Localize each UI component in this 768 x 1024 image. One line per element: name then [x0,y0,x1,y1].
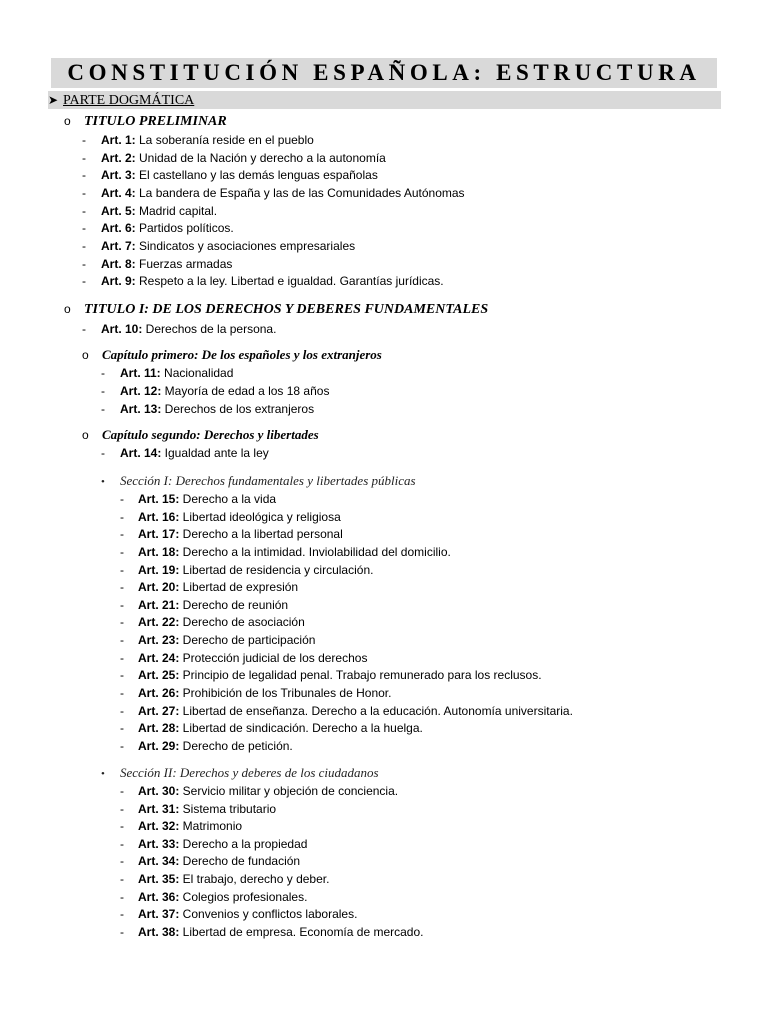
article-item [120,613,305,631]
dash-bullet: - [101,384,105,398]
bullet-circle-icon: o [82,348,89,362]
article-item [82,166,378,184]
article-number: Art. 31: [138,802,180,816]
article-number: Art. 37: [138,907,180,921]
article-item [101,444,269,462]
article-number: Art. 11: [120,366,161,380]
heading-label: Capítulo primero: De los españoles y los extranjeros [102,347,382,362]
article-number: Art. 9: [101,274,136,288]
dash-bullet: - [120,854,124,868]
article-item [82,320,276,338]
article-item [120,702,573,720]
article-number: Art. 1: [101,133,136,147]
article-item [120,490,276,508]
dash-bullet: - [120,563,124,577]
dash-bullet: - [120,668,124,682]
article-text: Libertad de expresión [179,580,299,594]
heading-label: Sección II: Derechos y deberes de los ciudadanos [120,765,379,780]
article-text: Libertad de residencia y circulación. [179,563,374,577]
article-item [82,131,314,149]
chapter-heading [82,346,382,364]
article-text: Derecho de participación [179,633,316,647]
article-number: Art. 14: [120,446,162,460]
article-number: Art. 35: [138,872,180,886]
article-text: Principio de legalidad penal. Trabajo remunerado para los reclusos. [179,668,542,682]
article-text: Derecho a la propiedad [179,837,308,851]
article-number: Art. 26: [138,686,180,700]
dash-bullet: - [82,133,86,147]
article-text: Convenios y conflictos laborales. [179,907,358,921]
heading-label: TITULO I: DE LOS DERECHOS Y DEBERES FUNDAMENTALES [84,302,489,317]
dash-bullet: - [120,686,124,700]
article-item [82,272,444,290]
article-number: Art. 15: [138,492,180,506]
article-number: Art. 24: [138,651,180,665]
article-text: Sindicatos y asociaciones empresariales [135,239,356,253]
dash-bullet: - [82,186,86,200]
article-number: Art. 5: [101,204,136,218]
article-text: Igualdad ante la ley [161,446,269,460]
heading-label: Capítulo segundo: Derechos y libertades [102,427,319,442]
article-text: Respeto a la ley. Libertad e igualdad. Garantías jurídicas. [135,274,444,288]
article-item [120,782,398,800]
article-text: La bandera de España y las de las Comunidades Autónomas [135,186,465,200]
article-item [120,543,451,561]
article-item [120,508,341,526]
dash-bullet: - [120,651,124,665]
article-item [120,923,423,941]
section-heading [101,472,416,490]
article-item [82,184,465,202]
dash-bullet: - [82,274,86,288]
article-text: Unidad de la Nación y derecho a la autonomía [135,151,386,165]
article-item [120,905,357,923]
article-item [120,525,343,543]
title-heading [64,300,488,318]
article-text: Prohibición de los Tribunales de Honor. [179,686,392,700]
dash-bullet: - [120,615,124,629]
dash-bullet: - [120,545,124,559]
article-text: Mayoría de edad a los 18 años [161,384,330,398]
dash-bullet: - [120,704,124,718]
dash-bullet: - [120,492,124,506]
article-item [120,561,373,579]
article-number: Art. 4: [101,186,136,200]
article-text: El castellano y las demás lenguas españolas [135,168,378,182]
article-number: Art. 28: [138,721,180,735]
dash-bullet: - [120,784,124,798]
article-text: Derecho de reunión [179,598,289,612]
article-number: Art. 16: [138,510,180,524]
article-number: Art. 6: [101,221,136,235]
bullet-circle-icon: o [64,302,71,316]
dash-bullet: - [120,527,124,541]
article-number: Art. 34: [138,854,180,868]
article-text: Libertad de sindicación. Derecho a la huelga. [179,721,423,735]
article-number: Art. 33: [138,837,180,851]
article-item [120,631,315,649]
dash-bullet: - [120,872,124,886]
article-item [120,870,329,888]
part-heading-label: PARTE DOGMÁTICA [63,93,195,108]
article-number: Art. 18: [138,545,180,559]
article-number: Art. 29: [138,739,180,753]
article-item [101,382,329,400]
bullet-circle-icon: o [82,428,89,442]
dash-bullet: - [82,204,86,218]
article-item [82,202,217,220]
article-number: Art. 19: [138,563,180,577]
dash-bullet: - [82,168,86,182]
article-item [120,719,423,737]
article-number: Art. 7: [101,239,136,253]
article-item [120,578,298,596]
article-text: Servicio militar y objeción de conciencia. [179,784,399,798]
article-item [120,684,391,702]
article-text: Fuerzas armadas [135,257,233,271]
article-number: Art. 27: [138,704,180,718]
article-number: Art. 8: [101,257,136,271]
article-text: Derecho de fundación [179,854,301,868]
dash-bullet: - [82,322,86,336]
article-number: Art. 17: [138,527,180,541]
article-text: La soberanía reside en el pueblo [135,133,314,147]
dash-bullet: - [120,890,124,904]
dash-bullet: - [120,739,124,753]
article-item [101,400,314,418]
dash-bullet: - [120,721,124,735]
article-item [82,149,386,167]
article-item [120,800,276,818]
dash-bullet: - [120,510,124,524]
dash-bullet: - [120,802,124,816]
article-text: Protección judicial de los derechos [179,651,368,665]
part-heading [48,91,721,109]
heading-label: TITULO PRELIMINAR [84,114,227,129]
dash-bullet: - [101,402,105,416]
article-text: Madrid capital. [135,204,218,218]
article-number: Art. 38: [138,925,180,939]
article-number: Art. 3: [101,168,136,182]
article-text: Nacionalidad [160,366,234,380]
heading-label: Sección I: Derechos fundamentales y libertades públicas [120,473,416,488]
article-text: Sistema tributario [179,802,277,816]
article-item [120,852,300,870]
bullet-dot-icon: • [101,476,105,488]
article-item [82,255,232,273]
dash-bullet: - [120,925,124,939]
article-item [82,237,355,255]
dash-bullet: - [82,151,86,165]
article-item [82,219,234,237]
dash-bullet: - [120,907,124,921]
article-item [120,596,288,614]
article-number: Art. 22: [138,615,180,629]
article-text: Libertad de empresa. Economía de mercado. [179,925,424,939]
article-number: Art. 32: [138,819,180,833]
article-text: Derecho de petición. [179,739,293,753]
article-number: Art. 12: [120,384,162,398]
article-item [120,817,242,835]
article-text: Derecho de asociación [179,615,305,629]
dash-bullet: - [82,239,86,253]
article-text: Libertad de enseñanza. Derecho a la educación. Autonomía universitaria. [179,704,573,718]
dash-bullet: - [120,819,124,833]
dash-bullet: - [82,257,86,271]
dash-bullet: - [101,366,105,380]
article-number: Art. 20: [138,580,180,594]
article-number: Art. 13: [120,402,162,416]
article-item [120,737,293,755]
article-text: Derecho a la vida [179,492,277,506]
document-title: CONSTITUCIÓN ESPAÑOLA: ESTRUCTURA [51,58,717,88]
article-text: Derecho a la libertad personal [179,527,343,541]
article-text: Partidos políticos. [135,221,234,235]
arrow-bullet-icon: ➤ [48,93,59,107]
article-number: Art. 25: [138,668,180,682]
dash-bullet: - [82,221,86,235]
article-number: Art. 36: [138,890,180,904]
article-item [120,888,307,906]
article-text: El trabajo, derecho y deber. [179,872,330,886]
title-heading [64,112,227,130]
article-number: Art. 21: [138,598,180,612]
article-item [120,649,367,667]
dash-bullet: - [120,633,124,647]
article-number: Art. 23: [138,633,180,647]
article-text: Matrimonio [179,819,243,833]
article-text: Derecho a la intimidad. Inviolabilidad del domicilio. [179,545,451,559]
dash-bullet: - [120,598,124,612]
dash-bullet: - [120,837,124,851]
article-number: Art. 2: [101,151,136,165]
dash-bullet: - [101,446,105,460]
article-text: Derechos de los extranjeros [161,402,315,416]
article-number: Art. 10: [101,322,143,336]
article-item [101,364,233,382]
bullet-circle-icon: o [64,114,71,128]
article-item [120,666,542,684]
article-item [120,835,307,853]
dash-bullet: - [120,580,124,594]
article-text: Colegios profesionales. [179,890,308,904]
bullet-dot-icon: • [101,768,105,780]
chapter-heading [82,426,319,444]
article-text: Libertad ideológica y religiosa [179,510,341,524]
article-text: Derechos de la persona. [142,322,277,336]
article-number: Art. 30: [138,784,180,798]
section-heading [101,764,379,782]
